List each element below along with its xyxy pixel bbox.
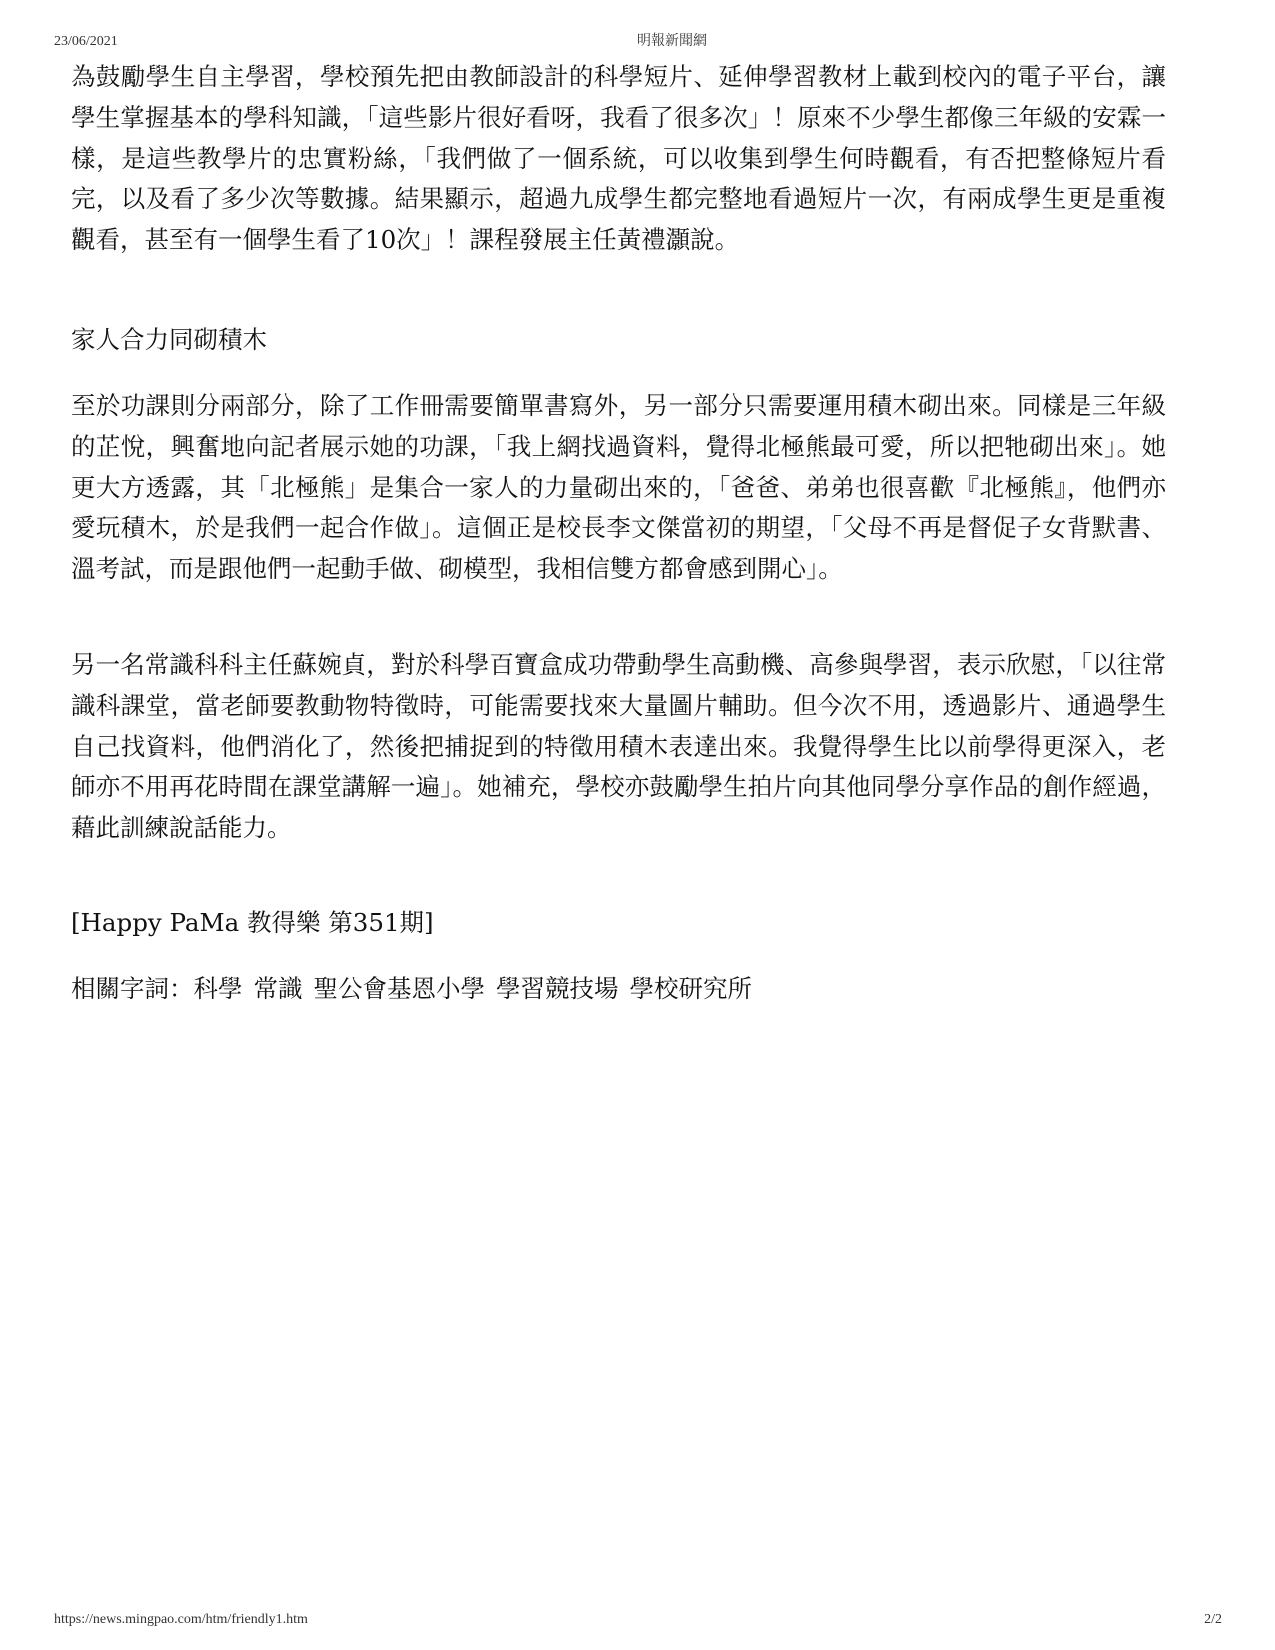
page-number: 2/2 xyxy=(1204,1612,1222,1627)
tag-link-school-research[interactable]: 學校研究所 xyxy=(629,974,752,1003)
article-paragraph-1: 為鼓勵學生自主學習，學校預先把由教師設計的科學短片、延伸學習教材上載到校內的電子平台，讓學生掌握基本的學科知識，「這些影片很好看呀，我看了很多次」！原來不少學生都像三年級的安霖一樣，是這些教學片的忠實粉絲，「我們做了一個系統，可以收集到學生何時觀看，有否把整條短片看完，以及看了多少次等數據。結果顯示，超過九成學生都完整地看過短片一次，有兩成學生更是重複觀看，甚至有一個學生看了10次」！課程發展主任黃禮灝說。 xyxy=(71,62,1166,255)
article-paragraph-3: 另一名常識科科主任蘇婉貞，對於科學百寶盒成功帶動學生高動機、高參與學習，表示欣慰，「以往常識科課堂，當老師要教動物特徵時，可能需要找來大量圖片輔助。但今次不用，透過影片、通過學生自己找資料，他們消化了，然後把捕捉到的特徵用積木表達出來。我覺得學生比以前學得更深入，老師亦不用再花時間在課堂講解一遍」。她補充，學校亦鼓勵學生拍片向其他同學分享作品的創作經過，藉此訓練說話能力。 xyxy=(71,650,1166,843)
page-url: https://news.mingpao.com/htm/friendly1.htm xyxy=(54,1612,308,1627)
tag-link-learning-arena[interactable]: 學習競技場 xyxy=(496,974,619,1003)
tag-link-science[interactable]: 科學 xyxy=(193,974,243,1003)
related-tags xyxy=(71,969,752,1010)
site-title: 明報新聞網 xyxy=(637,34,707,49)
print-header xyxy=(0,31,1275,53)
tag-link-general-studies[interactable]: 常識 xyxy=(253,974,303,1003)
issue-note: [Happy PaMa 教得樂 第351期] xyxy=(71,908,434,937)
print-footer xyxy=(0,1609,1275,1631)
article-paragraph-2: 至於功課則分兩部分，除了工作冊需要簡單書寫外，另一部分只需要運用積木砌出來。同樣是三年級的芷悅，興奮地向記者展示她的功課，「我上網找過資料，覺得北極熊最可愛，所以把牠砌出來」。她更大方透露，其「北極熊」是集合一家人的力量砌出來的，「爸爸、弟弟也很喜歡『北極熊』，他們亦愛玩積木，於是我們一起合作做」。這個正是校長李文傑當初的期望，「父母不再是督促子女背默書、溫考試，而是跟他們一起動手做、砌模型，我相信雙方都會感到開心」。 xyxy=(71,391,1166,584)
print-date: 23/06/2021 xyxy=(54,34,118,49)
tag-link-school-name[interactable]: 聖公會基恩小學 xyxy=(313,974,485,1003)
article-paragraph-3-container xyxy=(71,645,1166,849)
related-tags-label: 相關字詞： xyxy=(71,974,194,1003)
article-subheading: 家人合力同砌積木 xyxy=(71,325,267,354)
